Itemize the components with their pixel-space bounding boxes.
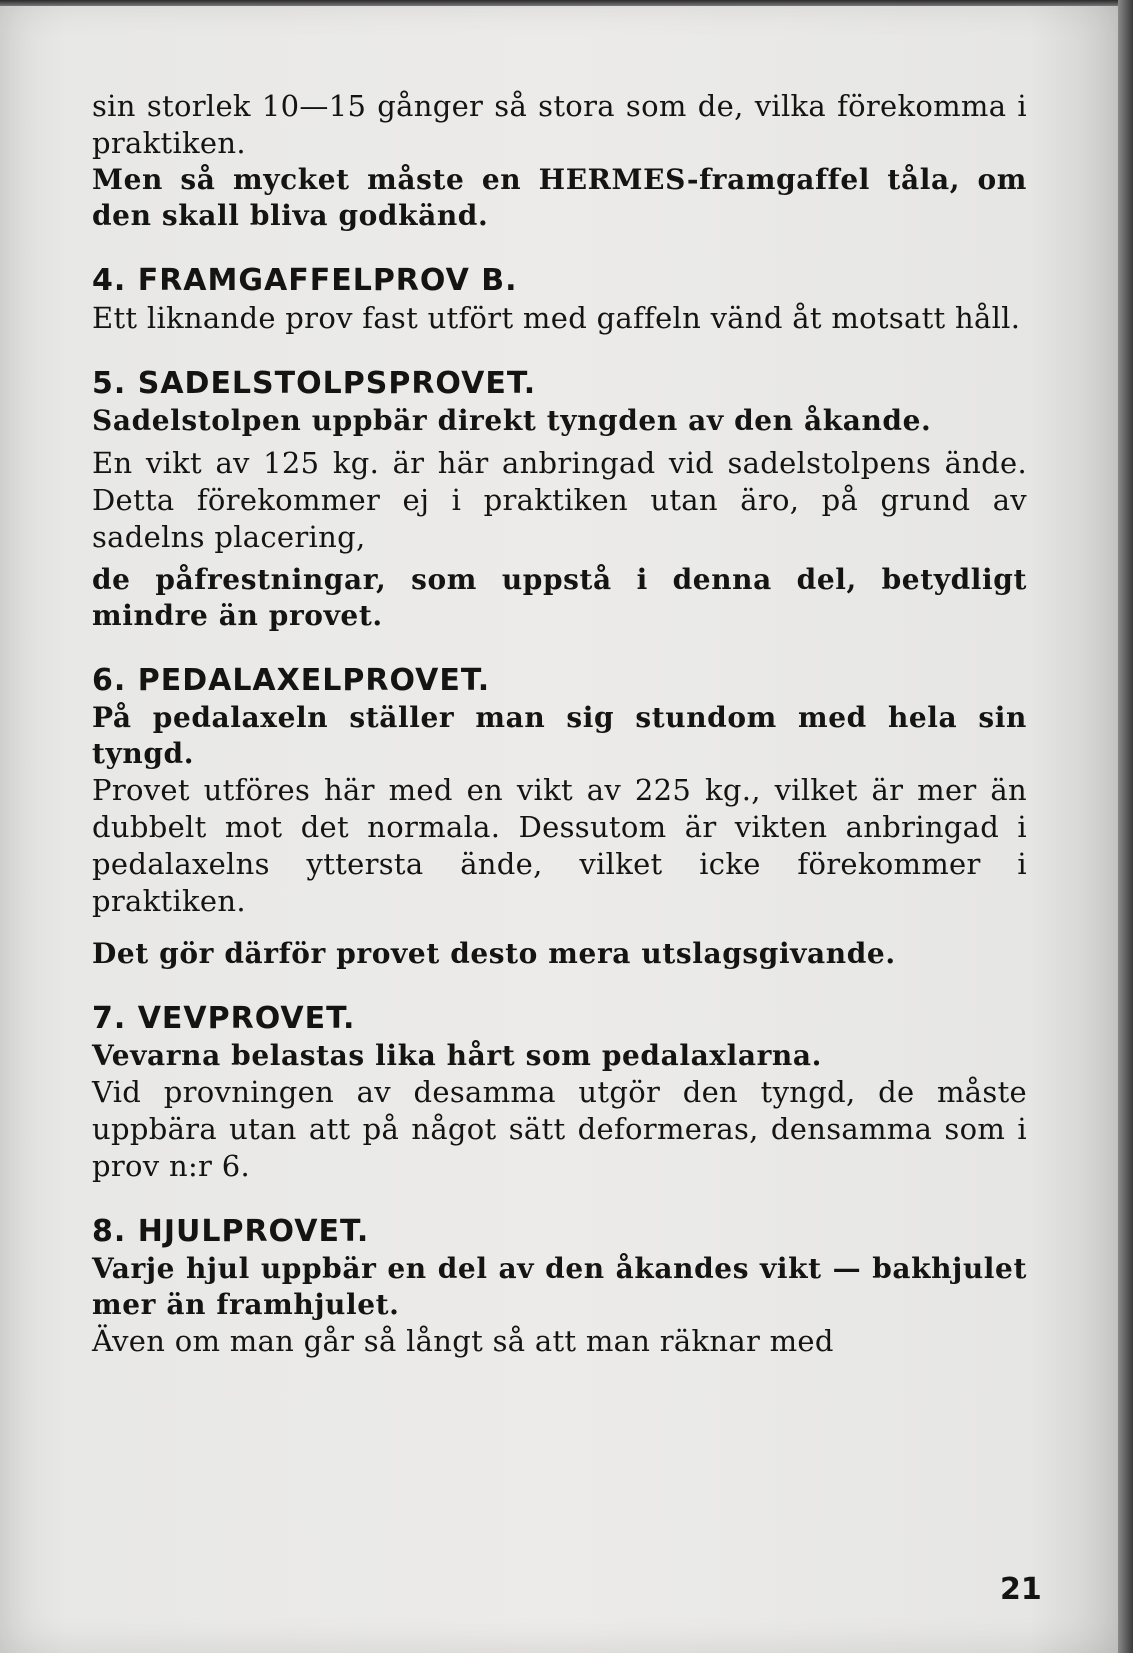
section-heading-5: 5. SADELSTOLPSPROVET. (92, 366, 537, 401)
intro-paragraph: sin storlek 10—15 gånger så stora som de, vilka förekomma i praktiken. (92, 89, 1027, 160)
section-7-paragraph: Vid provningen av desamma utgör den tyngd, de måste uppbära utan att på något sätt deformeras, densamma som i prov n:r 6. (92, 1075, 1027, 1183)
section-6-bold-paragraph-2: Det gör därför provet desto mera utslagsgivande. (92, 937, 896, 970)
page-content (92, 88, 1027, 1360)
section-heading-6: 6. PEDALAXELPROVET. (92, 663, 491, 698)
section-6-bold-paragraph: På pedalaxeln ställer man sig stundom med hela sin tyngd. (92, 701, 1027, 770)
section-6-paragraph: Provet utföres här med en vikt av 225 kg., vilket är mer än dubbelt mot det normala. Dessutom är vikten anbringad i pedalaxelns yttersta ände, vilket icke förekommer i praktiken. (92, 773, 1027, 918)
section-5-paragraph: En vikt av 125 kg. är här anbringad vid sadelstolpens ände. Detta förekommer ej i praktiken utan äro, på grund av sadelns placering, (92, 446, 1027, 554)
section-8-bold-paragraph: Varje hjul uppbär en del av den åkandes vikt — bakhjulet mer än framhjulet. (92, 1252, 1027, 1321)
section-heading-8: 8. HJULPROVET. (92, 1214, 370, 1249)
section-5-bold-paragraph-2: de påfrestningar, som uppstå i denna del, betydligt mindre än provet. (92, 563, 1027, 632)
page-number: 21 (1000, 1572, 1042, 1607)
intro-bold-paragraph: Men så mycket måste en HERMES-framgaffel tåla, om den skall bliva godkänd. (92, 163, 1027, 232)
section-7-bold-paragraph: Vevarna belastas lika hårt som pedalaxlarna. (92, 1039, 822, 1072)
page-right-edge (1118, 0, 1133, 1653)
section-8-paragraph: Även om man går så långt så att man räknar med (92, 1324, 834, 1358)
section-5-bold-paragraph: Sadelstolpen uppbär direkt tyngden av den åkande. (92, 404, 932, 437)
section-heading-7: 7. VEVPROVET. (92, 1001, 356, 1036)
section-4-paragraph: Ett liknande prov fast utfört med gaffeln vänd åt motsatt håll. (92, 301, 1021, 335)
page-top-edge (0, 0, 1133, 6)
section-heading-4: 4. FRAMGAFFELPROV B. (92, 263, 518, 298)
